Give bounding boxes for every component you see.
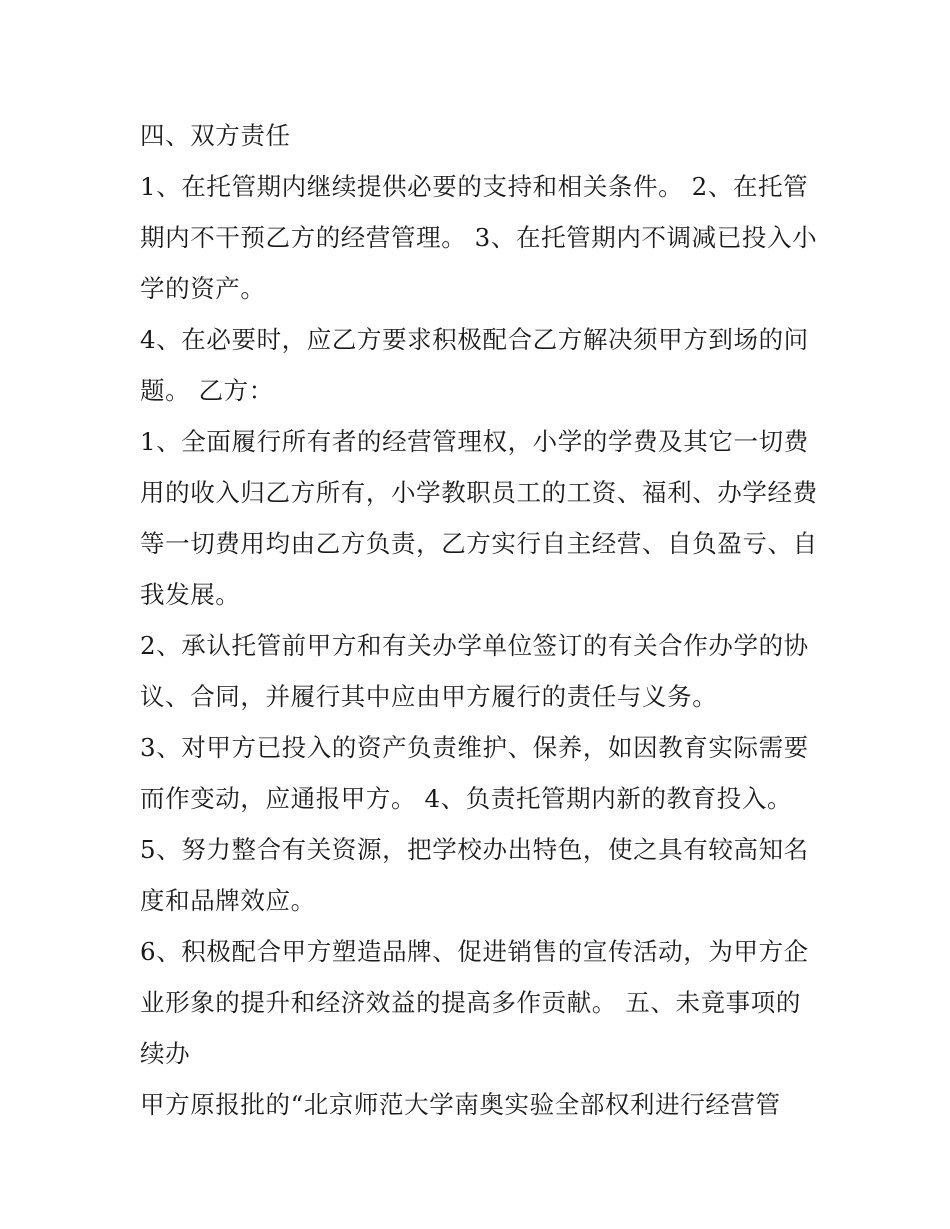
paragraph-party-b-duty-6: 6、积极配合甲方塑造品牌、促进销售的宣传活动，为甲方企业形象的提升和经济效益的提高多作贡献。 五、未竟事项的续办 [140,937,809,1068]
paragraph-party-b-duty-1: 1、全面履行所有者的经营管理权，小学的学费及其它一切费用的收入归乙方所有，小学教职员工的工资、福利、办学经费等一切费用均由乙方负责，乙方实行自主经营、自负盈亏、自我发展。 [140,427,818,609]
paragraph-party-b-duty-2: 2、承认托管前甲方和有关办学单位签订的有关合作办学的协议、合同，并履行其中应由甲方履行的责任与义务。 [140,631,809,711]
paragraph-party-b-duty-5: 5、努力整合有关资源，把学校办出特色，使之具有较高知名度和品牌效应。 [140,835,809,915]
paragraph-continuation: 甲方原报批的“北京师范大学南奥实验全部权利进行经营管 [140,1090,781,1119]
paragraph-party-b-duty-3-4: 3、对甲方已投入的资产负责维护、保养，如因教育实际需要而作变动，应通报甲方。 4、负责托管期内新的教育投入。 [140,733,809,813]
paragraph-party-a-duty-4: 4、在必要时，应乙方要求积极配合乙方解决须甲方到场的问题。 乙方： [140,325,809,405]
document-body [140,110,820,1130]
paragraph-party-a-duties-1-3: 1、在托管期内继续提供必要的支持和相关条件。 2、在托管期内不干预乙方的经营管理。 3、在托管期内不调减已投入小学的资产。 [140,172,818,303]
section-heading-responsibilities: 四、双方责任 [140,121,291,150]
